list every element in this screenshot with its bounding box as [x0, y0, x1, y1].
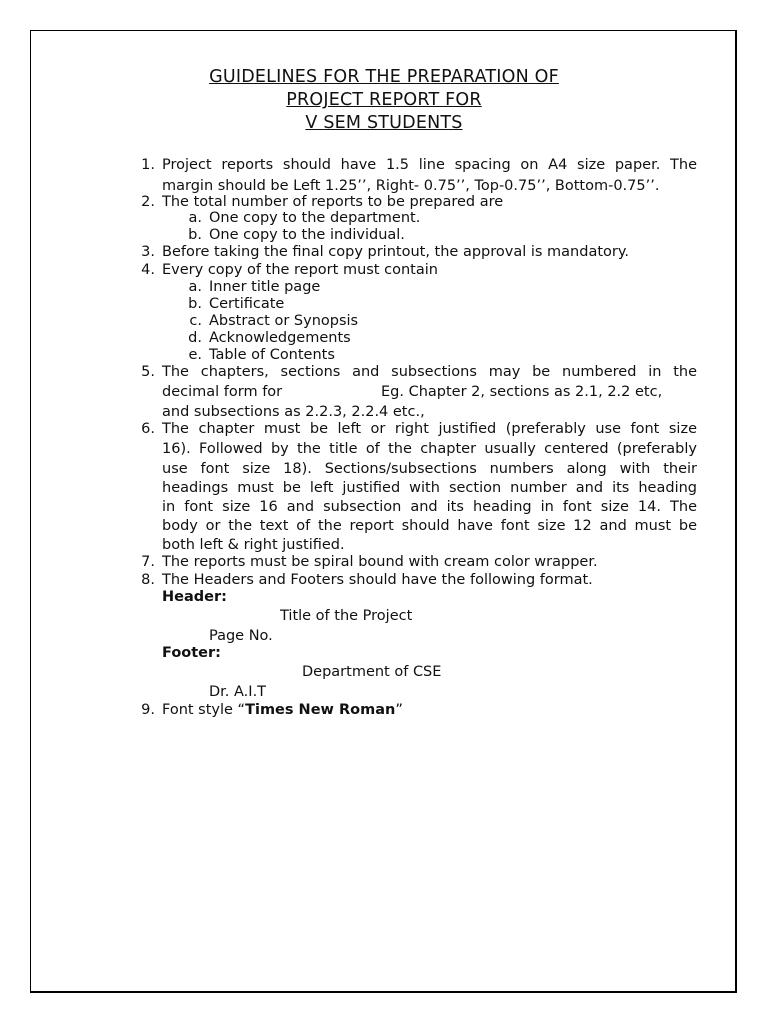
font-style-prefix: Font style “ — [162, 702, 246, 718]
doc-title-line-2: PROJECT REPORT FOR — [286, 90, 482, 110]
item-number: 8. — [141, 572, 155, 588]
item-number: 7. — [141, 554, 155, 570]
item-text: headings must be left justified with section number and its heading — [162, 480, 697, 496]
item-text — [162, 701, 403, 719]
item-number: 1. — [141, 157, 155, 173]
item-text: The total number of reports to be prepared are — [162, 194, 504, 210]
font-style-name: Times New Roman — [245, 702, 396, 718]
item-text: The chapters, sections and subsections may be numbered in the — [162, 364, 697, 380]
subitem-letter: a. — [188, 210, 202, 226]
item-text: Project reports should have 1.5 line spacing on A4 size paper. The — [162, 157, 697, 173]
item-text: decimal form for — [162, 384, 283, 400]
item-number: 6. — [141, 421, 155, 437]
item-text: both left & right justified. — [162, 537, 345, 553]
subitem-letter: b. — [188, 227, 202, 243]
item-text: The Headers and Footers should have the following format. — [162, 572, 593, 588]
header-label: Header: — [162, 589, 227, 605]
header-page-text: Page No. — [209, 628, 273, 644]
doc-title-line-3: V SEM STUDENTS — [305, 113, 463, 133]
subitem-letter: d. — [188, 330, 202, 346]
subitem-text: One copy to the individual. — [209, 227, 405, 243]
item-text: and subsections as 2.2.3, 2.2.4 etc., — [162, 404, 425, 420]
item-number: 3. — [141, 244, 155, 260]
footer-dept-text: Department of CSE — [302, 664, 442, 680]
subitem-letter: e. — [188, 347, 202, 363]
doc-title-line-1: GUIDELINES FOR THE PREPARATION OF — [209, 67, 559, 87]
subitem-text: Abstract or Synopsis — [209, 313, 359, 329]
item-text: The reports must be spiral bound with cream color wrapper. — [162, 554, 598, 570]
subitem-letter: b. — [188, 296, 202, 312]
item-text: Every copy of the report must contain — [162, 262, 438, 278]
item-text: in font size 16 and subsection and its heading in font size 14. The — [162, 499, 697, 515]
item-number: 2. — [141, 194, 155, 210]
item-text: margin should be Left 1.25’’, Right- 0.75’’, Top-0.75’’, Bottom-0.75’’. — [162, 178, 660, 194]
item-text: Eg. Chapter 2, sections as 2.1, 2.2 etc, — [381, 384, 663, 400]
header-title-text: Title of the Project — [280, 608, 413, 624]
footer-label: Footer: — [162, 645, 221, 661]
subitem-text: Inner title page — [209, 279, 321, 295]
subitem-text: Table of Contents — [209, 347, 335, 363]
item-text: Before taking the final copy printout, the approval is mandatory. — [162, 244, 629, 260]
item-text: body or the text of the report should have font size 12 and must be — [162, 518, 697, 534]
item-text: use font size 18). Sections/subsections numbers along with their — [162, 461, 697, 477]
subitem-letter: c. — [189, 313, 202, 329]
subitem-text: Acknowledgements — [209, 330, 351, 346]
font-style-suffix: ” — [395, 702, 403, 718]
subitem-text: Certificate — [209, 296, 285, 312]
item-number: 5. — [141, 364, 155, 380]
item-number: 4. — [141, 262, 155, 278]
item-text: 16). Followed by the title of the chapter usually centered (preferably — [162, 441, 697, 457]
subitem-text: One copy to the department. — [209, 210, 421, 226]
subitem-letter: a. — [188, 279, 202, 295]
footer-inst-text: Dr. A.I.T — [209, 684, 267, 700]
item-text: The chapter must be left or right justified (preferably use font size — [162, 421, 697, 437]
item-number: 9. — [141, 702, 155, 718]
